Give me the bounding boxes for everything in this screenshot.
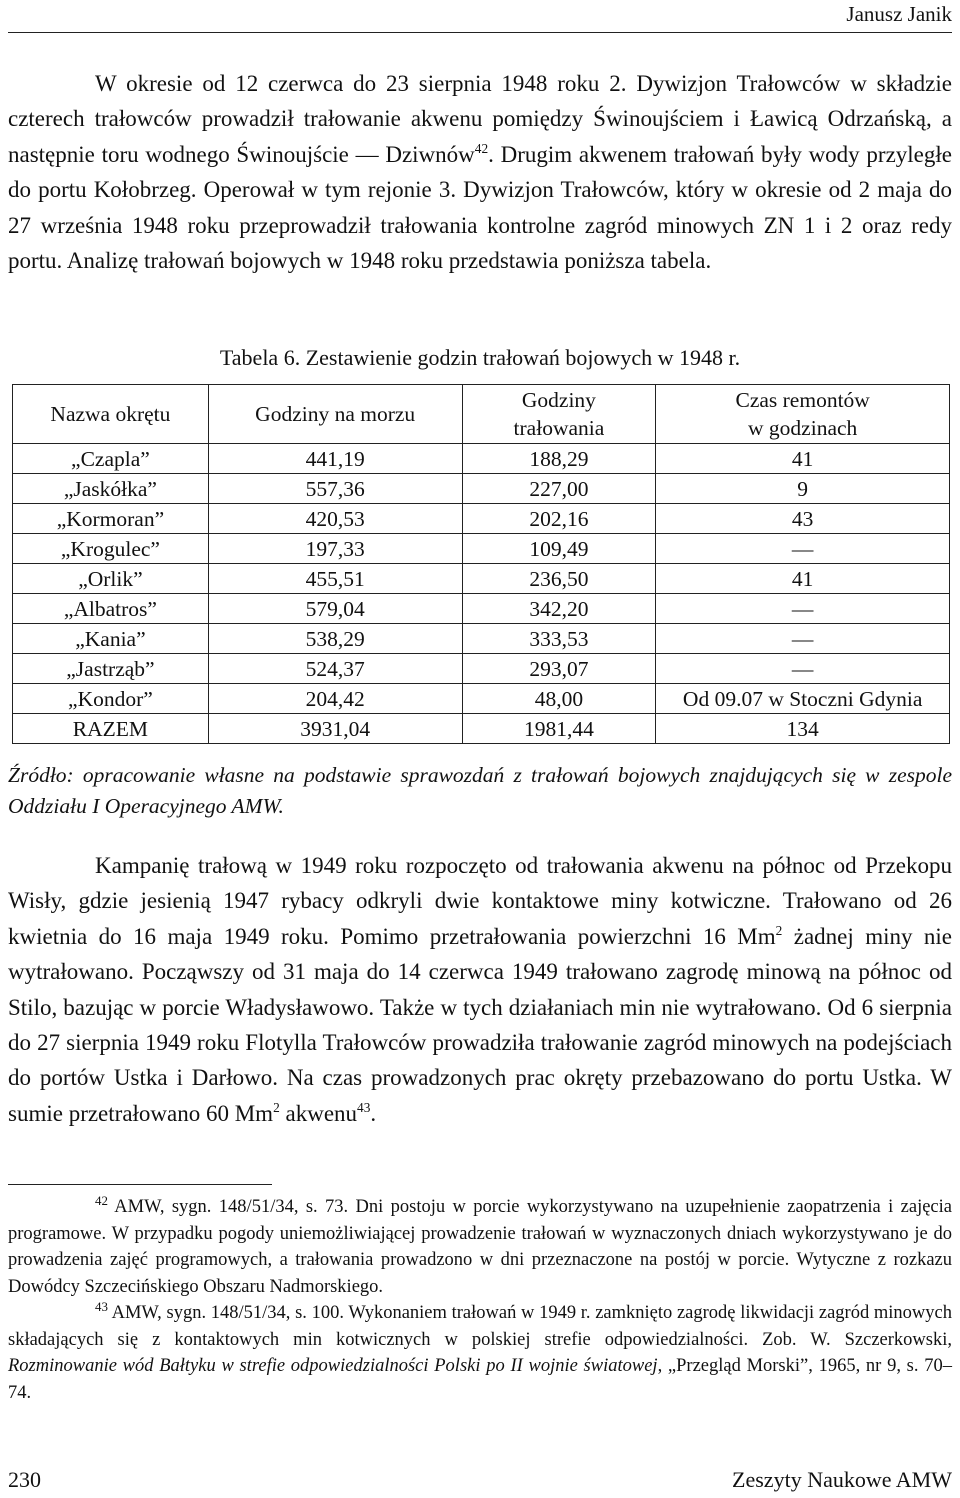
table-body	[13, 444, 950, 744]
header-rule	[8, 32, 952, 33]
footnote-43-text-b: , „Przegląd Morski”, 1965, nr 9, s. 70–74.	[8, 1356, 952, 1403]
para2-text-d: .	[370, 1100, 377, 1126]
footnote-42	[8, 1194, 952, 1300]
cell-sweep-hours: 333,53	[462, 624, 656, 654]
cell-sea-hours: 455,51	[208, 564, 462, 594]
page-number: 230	[8, 1467, 41, 1492]
footnote-43	[8, 1300, 952, 1406]
cell-sweep-hours: 48,00	[462, 684, 656, 714]
superscript-2: 2	[273, 1099, 280, 1115]
table-row	[13, 564, 950, 594]
cell-ship-name: „Krogulec”	[13, 534, 209, 564]
cell-sweep-hours: 1981,44	[462, 714, 656, 744]
table-row	[13, 684, 950, 714]
footnote-42-text: AMW, sygn. 148/51/34, s. 73. Dni postoju w porcie wykorzystywano na uzupełnienie zaopatrzenia i zajęcia programowe. W przypadku pogody uniemożliwiającej prowadzenie trałowań w wyznaczonych dniach wykorzystywano je do prowadzenia zajęć programowych, a trałowania prowadzono w dni przeznaczone na postój w porcie. Wytyczne z rozkazu Dowódcy Szczecińskiego Obszaru Nadmorskiego.	[8, 1197, 952, 1297]
cell-ship-name: „Kania”	[13, 624, 209, 654]
para2-text-b: żadnej miny nie wytrałowano. Począwszy od 31 maja do 14 czerwca 1949 trałowano zagrodę minową na północ od Stilo, bazując w porcie Władysławowo. Także w tych działaniach min nie wytrałowano. Od 6 sierpnia do 27 sierpnia 1949 roku Flotylla Trałowców prowadziła trałowanie zagród minowych na podejściach do portów Ustka i Darłowo. Na czas prowadzonych prac okręty przebazowano do portu Ustka. W sumie przetrałowano 60 Mm	[8, 923, 952, 1126]
cell-repair-time: —	[656, 624, 950, 654]
table-header-row	[13, 385, 950, 444]
table-source-note: Źródło: opracowanie własne na podstawie sprawozdań z trałowań bojowych znajdujących się w zespole Oddziału I Operacyjnego AMW.	[8, 763, 952, 818]
cell-repair-time: —	[656, 654, 950, 684]
cell-sea-hours: 204,42	[208, 684, 462, 714]
header-repair-time	[656, 385, 950, 444]
cell-repair-time: 41	[656, 444, 950, 474]
header-repair-line2: w godzinach	[748, 416, 858, 440]
cell-sweep-hours: 227,00	[462, 474, 656, 504]
para2-text-a: Kampanię trałową w 1949 roku rozpoczęto od trałowania akwenu na północ od Przekopu Wisły, gdzie jesienią 1947 rybacy odkryli dwie kontaktowe miny kotwiczne. Trałowano od 26 kwietnia do 16 maja 1949 roku. Pomimo przetrałowania powierzchni 16 Mm	[8, 853, 952, 949]
table-row	[13, 474, 950, 504]
table-row	[13, 714, 950, 744]
cell-sweep-hours: 342,20	[462, 594, 656, 624]
cell-ship-name: „Kondor”	[13, 684, 209, 714]
cell-sea-hours: 524,37	[208, 654, 462, 684]
cell-ship-name: „Czapla”	[13, 444, 209, 474]
header-sweep-hours-line2: trałowania	[513, 416, 605, 440]
superscript-2: 2	[775, 922, 783, 938]
cell-sweep-hours: 293,07	[462, 654, 656, 684]
footnote-number: 42	[95, 1192, 108, 1208]
footnote-43-text-a: AMW, sygn. 148/51/34, s. 100. Wykonaniem trałowań w 1949 r. zamknięto zagrodę likwidacji zagród minowych składających się z kontaktowych min kotwicznych w polskiej strefie odpowiedzialności. Zob. W. Szczerkowski,	[8, 1303, 952, 1350]
table-row	[13, 534, 950, 564]
cell-ship-name: „Orlik”	[13, 564, 209, 594]
table-row	[13, 594, 950, 624]
footnote-rule	[8, 1184, 272, 1185]
table-row	[13, 444, 950, 474]
cell-sweep-hours: 109,49	[462, 534, 656, 564]
cell-ship-name: „Jaskółka”	[13, 474, 209, 504]
footnote-ref-42[interactable]: 42	[474, 140, 489, 156]
cell-ship-name: „Albatros”	[13, 594, 209, 624]
header-sweep-hours-line1: Godziny	[521, 388, 596, 412]
cell-repair-time: 9	[656, 474, 950, 504]
running-header-author: Janusz Janik	[846, 2, 952, 26]
table-row	[13, 654, 950, 684]
cell-sea-hours: 441,19	[208, 444, 462, 474]
cell-ship-name: „Jastrząb”	[13, 654, 209, 684]
cell-ship-name: „Kormoran”	[13, 504, 209, 534]
footnote-number: 43	[95, 1298, 108, 1314]
header-ship-name: Nazwa okrętu	[13, 385, 209, 444]
table-caption: Tabela 6. Zestawienie godzin trałowań bojowych w 1948 r.	[219, 345, 741, 370]
cell-repair-time: 134	[656, 714, 950, 744]
cell-ship-name: RAZEM	[13, 714, 209, 744]
cell-sea-hours: 557,36	[208, 474, 462, 504]
header-sea-hours: Godziny na morzu	[208, 385, 462, 444]
cell-repair-time: —	[656, 534, 950, 564]
paragraph-1	[8, 66, 952, 278]
header-sweep-hours	[462, 385, 656, 444]
cell-sea-hours: 538,29	[208, 624, 462, 654]
cell-repair-time: Od 09.07 w Stoczni Gdynia	[656, 684, 950, 714]
cell-sea-hours: 3931,04	[208, 714, 462, 744]
table-row	[13, 504, 950, 534]
cell-sea-hours: 420,53	[208, 504, 462, 534]
cell-repair-time: —	[656, 594, 950, 624]
footnotes	[8, 1194, 952, 1406]
cell-sweep-hours: 236,50	[462, 564, 656, 594]
sweeping-hours-table	[12, 384, 950, 744]
cell-repair-time: 41	[656, 564, 950, 594]
table-row	[13, 624, 950, 654]
para2-text-c: akwenu	[279, 1100, 358, 1126]
footnote-43-title: Rozminowanie wód Bałtyku w strefie odpowiedzialności Polski po II wojnie światowej	[8, 1356, 658, 1376]
cell-sea-hours: 197,33	[208, 534, 462, 564]
header-repair-line1: Czas remontów	[735, 388, 870, 412]
footnote-ref-43[interactable]: 43	[357, 1099, 371, 1115]
para1-text-a: W okresie od 12 czerwca do 23 sierpnia 1948 roku 2. Dywizjon Trałowców w składzie czterech trałowców prowadził trałowanie akwenu pomiędzy Świnoujściem i Ławicą Odrzańską, a następnie toru wodnego Świnoujście — Dziwnów	[8, 71, 952, 167]
para1-text-b: . Drugim akwenem trałowań były wody przyległe do portu Kołobrzeg. Operował w tym rejonie 3. Dywizjon Trałowców, który w okresie od 2 maja do 27 września 1948 roku przeprowadził trałowania kontrolne zagród minowych ZN 1 i 2 oraz redy portu. Analizę trałowań bojowych w 1948 roku przedstawia poniższa tabela.	[8, 141, 952, 274]
cell-sweep-hours: 202,16	[462, 504, 656, 534]
cell-repair-time: 43	[656, 504, 950, 534]
cell-sea-hours: 579,04	[208, 594, 462, 624]
paragraph-2	[8, 848, 952, 1131]
cell-sweep-hours: 188,29	[462, 444, 656, 474]
journal-title: Zeszyty Naukowe AMW	[732, 1467, 952, 1492]
